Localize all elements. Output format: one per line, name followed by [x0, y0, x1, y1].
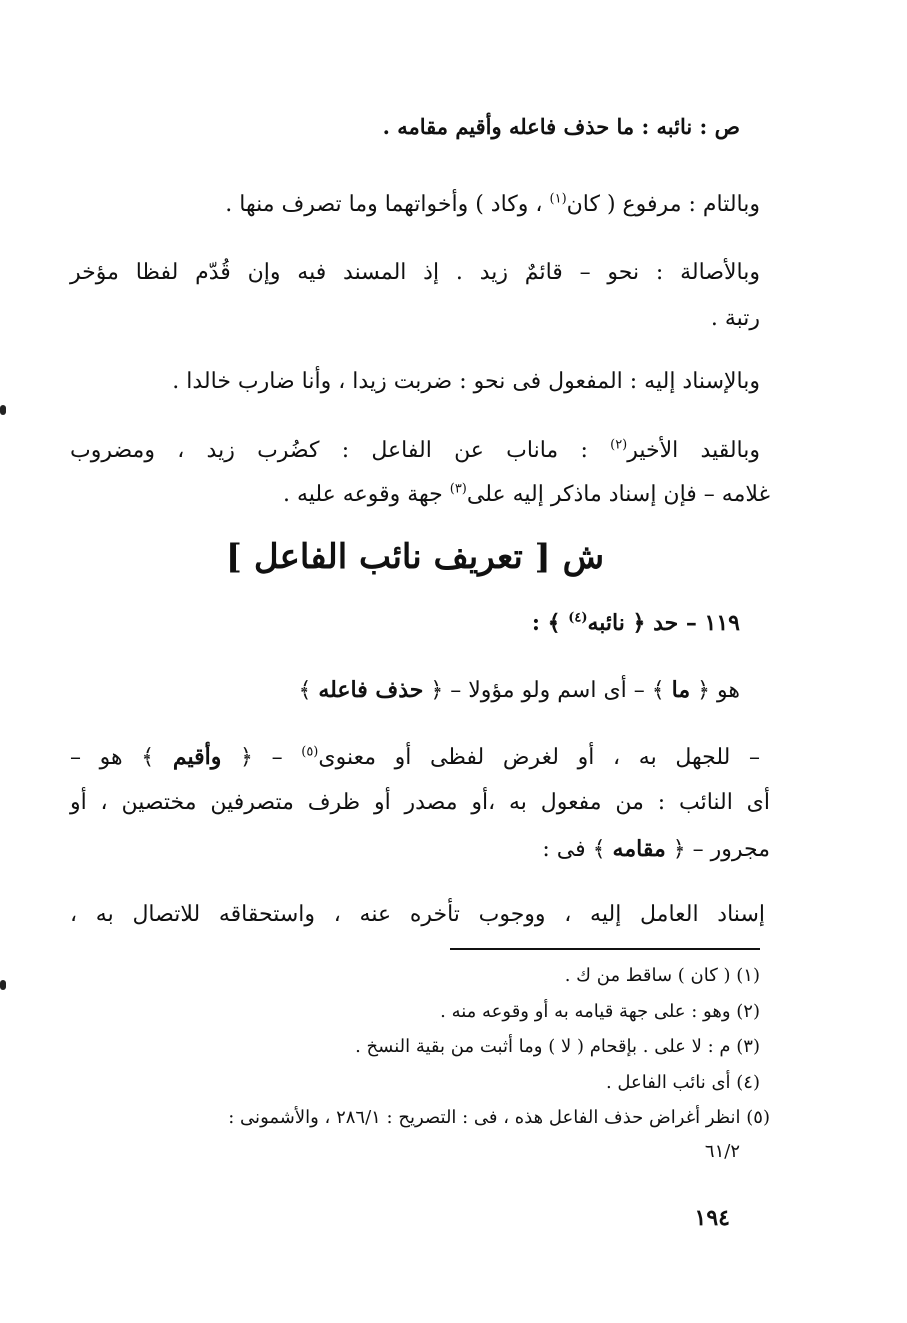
document-page	[70, 0, 770, 1323]
scan-speck	[0, 980, 6, 990]
page-number: ١٩٤	[694, 1205, 730, 1231]
paragraph-tam: وبالتام : مرفوع ( كان$^{(١)}$ ، وكاد ) وأخواتهما وما تصرف منها .	[225, 191, 760, 217]
footnote-2: (٢) وهو : على جهة قيامه به أو وقوعه منه .	[440, 1001, 760, 1022]
body-line-1: هو ﴿ ما ﴾ – أى اسم ولو مؤولا – ﴿ حذف فاعله ﴾	[298, 677, 740, 703]
paragraph-isnad: وبالإسناد إليه : المفعول فى نحو : ضربت زيدا ، وأنا ضارب خالدا .	[172, 369, 760, 394]
item-119: ١١٩ – حد ﴿ نائبه$^{(٤)}$ ﴾ :	[531, 610, 740, 636]
body-line-4: مجرور – ﴿ مقامه ﴾ فى :	[542, 836, 770, 862]
item-number: ١١٩	[704, 610, 740, 636]
body-line-2: – للجهل به ، أو لغرض لفظى أو معنوى$^{(٥)}$ – ﴿ وأقيم ﴾ هو –	[70, 744, 760, 770]
footnote-3: (٣) م : لا على . بإقحام ( لا ) وما أثبت من بقية النسخ .	[355, 1036, 760, 1057]
body-line-3: أى النائب : من مفعول به ،أو مصدر أو ظرف متصرفين مختصين ، أو	[70, 790, 770, 815]
paragraph-asala-cont: رتبة .	[710, 306, 760, 331]
section-heading: ش [ تعريف نائب الفاعل ]	[225, 537, 605, 577]
paragraph-qayd: وبالقيد الأخير$^{(٢)}$ : ماناب عن الفاعل : كضُرب زيد ، ومضروب	[70, 437, 760, 463]
footnote-4: (٤) أى نائب الفاعل .	[605, 1072, 760, 1093]
body-line-5: إسناد العامل إليه ، ووجوب تأخره عنه ، واستحقاقه للاتصال به ،	[70, 902, 765, 927]
footnote-5: (٥) انظر أغراض حذف الفاعل هذه ، فى : التصريح : ٢٨٦/١ ، والأشمونى :	[228, 1107, 770, 1128]
paragraph-qayd-cont: غلامه – فإن إسناد ماذكر إليه على$^{(٣)}$ جهة وقوعه عليه .	[282, 481, 770, 507]
footnote-rule	[450, 948, 760, 950]
footnote-5-cont: ٦١/٢	[704, 1141, 740, 1162]
scan-speck	[0, 405, 6, 415]
footnote-1: (١) ( كان ) ساقط من ك .	[564, 965, 760, 986]
header-line: ص : نائبه : ما حذف فاعله وأقيم مقامه .	[382, 114, 740, 139]
paragraph-asala: وبالأصالة : نحو – قائمٌ زيد . إذ المسند فيه وإن قُدّم لفظا مؤخر	[70, 260, 760, 285]
